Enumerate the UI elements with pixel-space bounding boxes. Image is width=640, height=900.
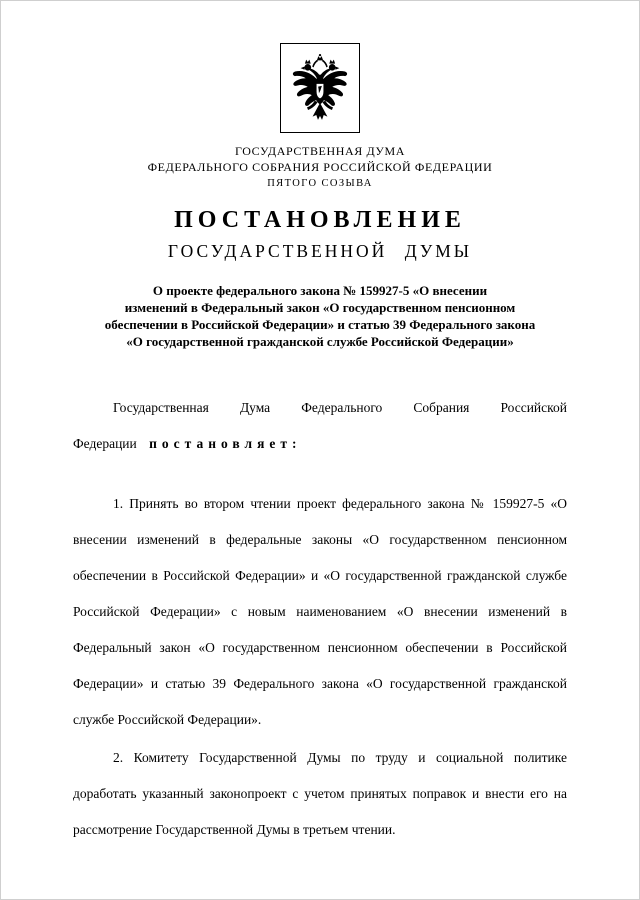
document-subject	[58, 282, 582, 350]
resolution-item-1: 1. Принять во втором чтении проект федерального закона № 159927-5 «О внесении изменений в федеральные законы «О государственном пенсионном обеспечении в Российской Федерации» и «О государственной гражданской службе Российской Федерации» с новым наименованием «О внесении изменений в Федеральный закон «О государственном пенсионном обеспечении в Российской Федерации» и статью 39 Федерального закона «О государственной гражданской службе Российской Федерации».	[73, 496, 567, 727]
lead-text: Государственная Дума Федерального Собрания Российской Федерации	[73, 400, 567, 451]
issuing-authority	[1, 143, 639, 191]
subject-line-1: О проекте федерального закона № 159927-5 «О внесении	[152, 283, 488, 298]
double-headed-eagle-icon	[288, 53, 352, 123]
resolution-lead-paragraph	[73, 390, 567, 462]
org-name-line-2: ФЕДЕРАЛЬНОГО СОБРАНИЯ РОССИЙСКОЙ ФЕДЕРАЦИИ	[147, 160, 493, 174]
document-type-title: ПОСТАНОВЛЕНИЕ	[174, 207, 466, 233]
convocation-line: ПЯТОГО СОЗЫВА	[267, 178, 373, 189]
document-issuer-title: ГОСУДАРСТВЕННОЙ ДУМЫ	[167, 241, 473, 261]
org-name-line-1: ГОСУДАРСТВЕННАЯ ДУМА	[234, 144, 406, 158]
document-body	[73, 390, 567, 848]
coat-of-arms-emblem	[280, 43, 360, 133]
subject-line-4: «О государственной гражданской службе Российской Федерации»	[126, 334, 514, 349]
resolution-item-2: 2. Комитету Государственной Думы по труду и социальной политике доработать указанный законопроект с учетом принятых поправок и внести его на рассмотрение Государственной Думы в третьем чтении.	[73, 750, 567, 837]
subject-line-2: изменений в Федеральный закон «О государственном пенсионном	[124, 300, 516, 315]
subject-line-3: обеспечении в Российской Федерации» и статью 39 Федерального закона	[104, 317, 536, 332]
decree-word: постановляет:	[149, 436, 302, 451]
